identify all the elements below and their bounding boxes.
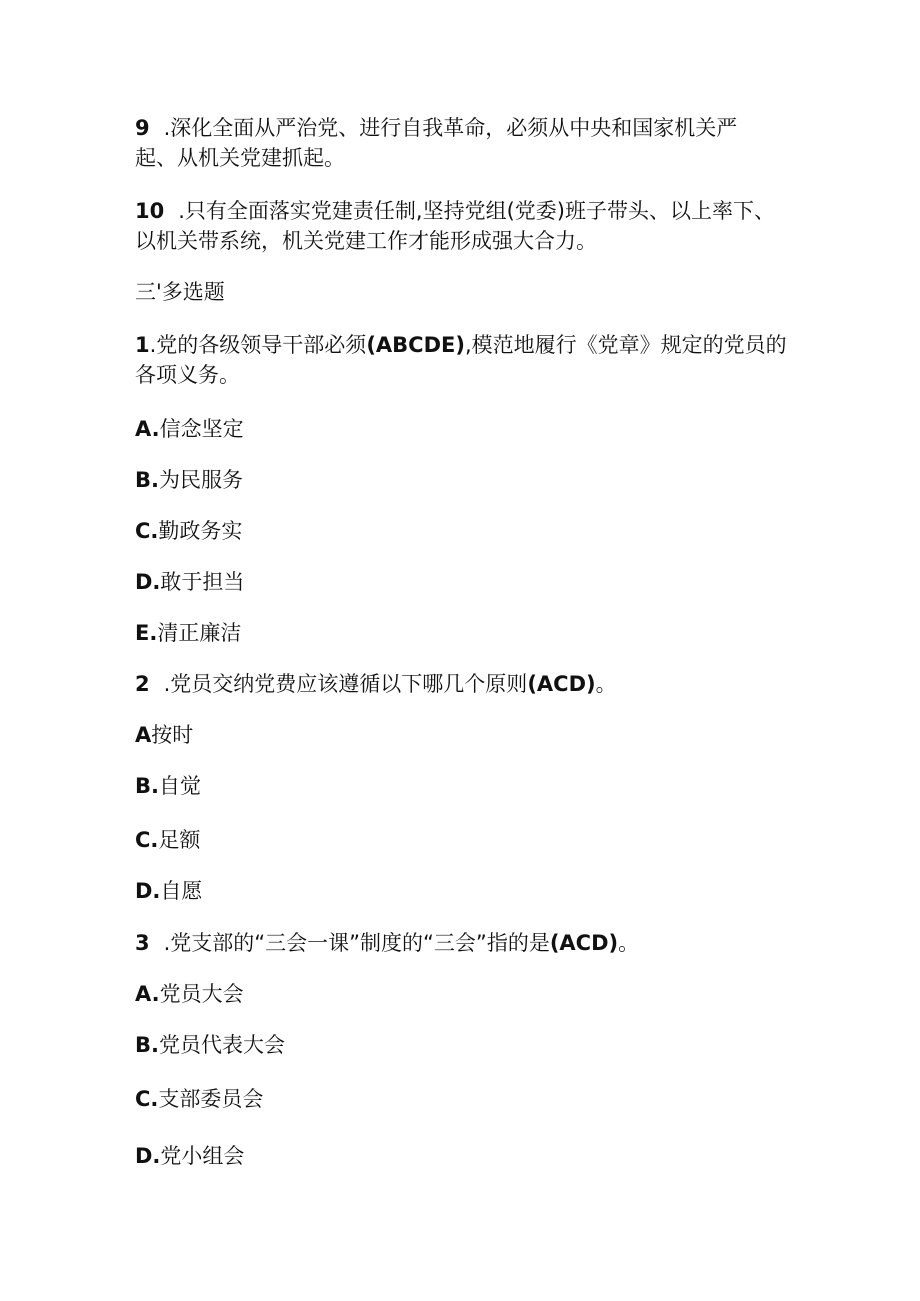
option-text: 敢于担当 xyxy=(160,570,245,594)
section-title: 三'多选题 xyxy=(135,280,225,304)
option-text: 为民服务 xyxy=(158,468,243,492)
option-letter: B. xyxy=(135,468,159,492)
question-1-line-1 xyxy=(135,330,795,360)
option-letter: D. xyxy=(135,879,161,903)
statement-number: 9 xyxy=(135,116,150,140)
question-text: 。 xyxy=(595,672,617,696)
statement-10-line-1 xyxy=(135,196,795,226)
question-answer: (ACD) xyxy=(527,672,596,696)
statement-text: 起、从机关党建抓起。 xyxy=(135,146,345,170)
option-text: 自愿 xyxy=(160,879,203,903)
question-text: ,模范地履行《党章》规定的党员的 xyxy=(464,333,787,357)
option-item xyxy=(135,414,795,444)
option-letter: A xyxy=(135,723,152,747)
statement-9-line-2 xyxy=(135,143,795,173)
option-text: 党员大会 xyxy=(159,982,244,1006)
option-item xyxy=(135,516,795,546)
question-text: .党员交纳党费应该遵循以下哪几个原则 xyxy=(163,672,528,696)
question-answer: (ABCDE) xyxy=(366,333,465,357)
option-letter: D. xyxy=(135,1144,161,1168)
option-letter: C. xyxy=(135,519,159,543)
option-letter: C. xyxy=(135,1087,159,1111)
question-text: .党支部的“三会一课”制度的“三会”指的是 xyxy=(163,931,550,955)
option-text: 足额 xyxy=(158,828,201,852)
option-item xyxy=(135,465,795,495)
option-item xyxy=(135,771,795,801)
statement-10-line-2 xyxy=(135,226,795,256)
option-item xyxy=(135,825,795,855)
option-text: 党小组会 xyxy=(160,1144,245,1168)
option-item xyxy=(135,1084,795,1114)
option-letter: D. xyxy=(135,570,161,594)
question-2-line-1 xyxy=(135,669,795,699)
option-letter: C. xyxy=(135,828,159,852)
statement-text: .只有全面落实党建责任制,坚持党组(党委)班子带头、以上率下、 xyxy=(178,199,775,223)
option-text: 自觉 xyxy=(158,774,201,798)
option-text: 党员代表大会 xyxy=(158,1033,285,1057)
option-letter: B. xyxy=(135,774,159,798)
option-item xyxy=(135,1030,795,1060)
option-item xyxy=(135,567,795,597)
question-3-line-1 xyxy=(135,928,795,958)
question-text: 。 xyxy=(618,931,640,955)
option-item xyxy=(135,979,795,1009)
option-text: 清正廉洁 xyxy=(157,621,242,645)
statement-9-line-1 xyxy=(135,113,795,143)
question-1-line-2 xyxy=(135,360,795,390)
option-text: 支部委员会 xyxy=(158,1087,264,1111)
option-text: 按时 xyxy=(151,723,194,747)
question-text: .党的各级领导干部必须 xyxy=(149,333,367,357)
option-item xyxy=(135,876,795,906)
option-item xyxy=(135,720,795,750)
option-item xyxy=(135,618,795,648)
option-letter: B. xyxy=(135,1033,159,1057)
statement-number: 10 xyxy=(135,199,165,223)
option-text: 勤政务实 xyxy=(158,519,243,543)
statement-text: 以机关带系统，机关党建工作才能形成强大合力。 xyxy=(135,229,597,253)
question-text: 各项义务。 xyxy=(135,363,240,387)
statement-text: .深化全面从严治党、进行自我革命，必须从中央和国家机关严 xyxy=(163,116,738,140)
option-text: 信念坚定 xyxy=(159,417,244,441)
option-letter: E. xyxy=(135,621,158,645)
question-number: 2 xyxy=(135,672,150,696)
question-number: 3 xyxy=(135,931,150,955)
option-item xyxy=(135,1141,795,1171)
option-letter: A. xyxy=(135,982,160,1006)
question-answer: (ACD) xyxy=(549,931,619,955)
question-number: 1 xyxy=(135,333,150,357)
option-letter: A. xyxy=(135,417,160,441)
